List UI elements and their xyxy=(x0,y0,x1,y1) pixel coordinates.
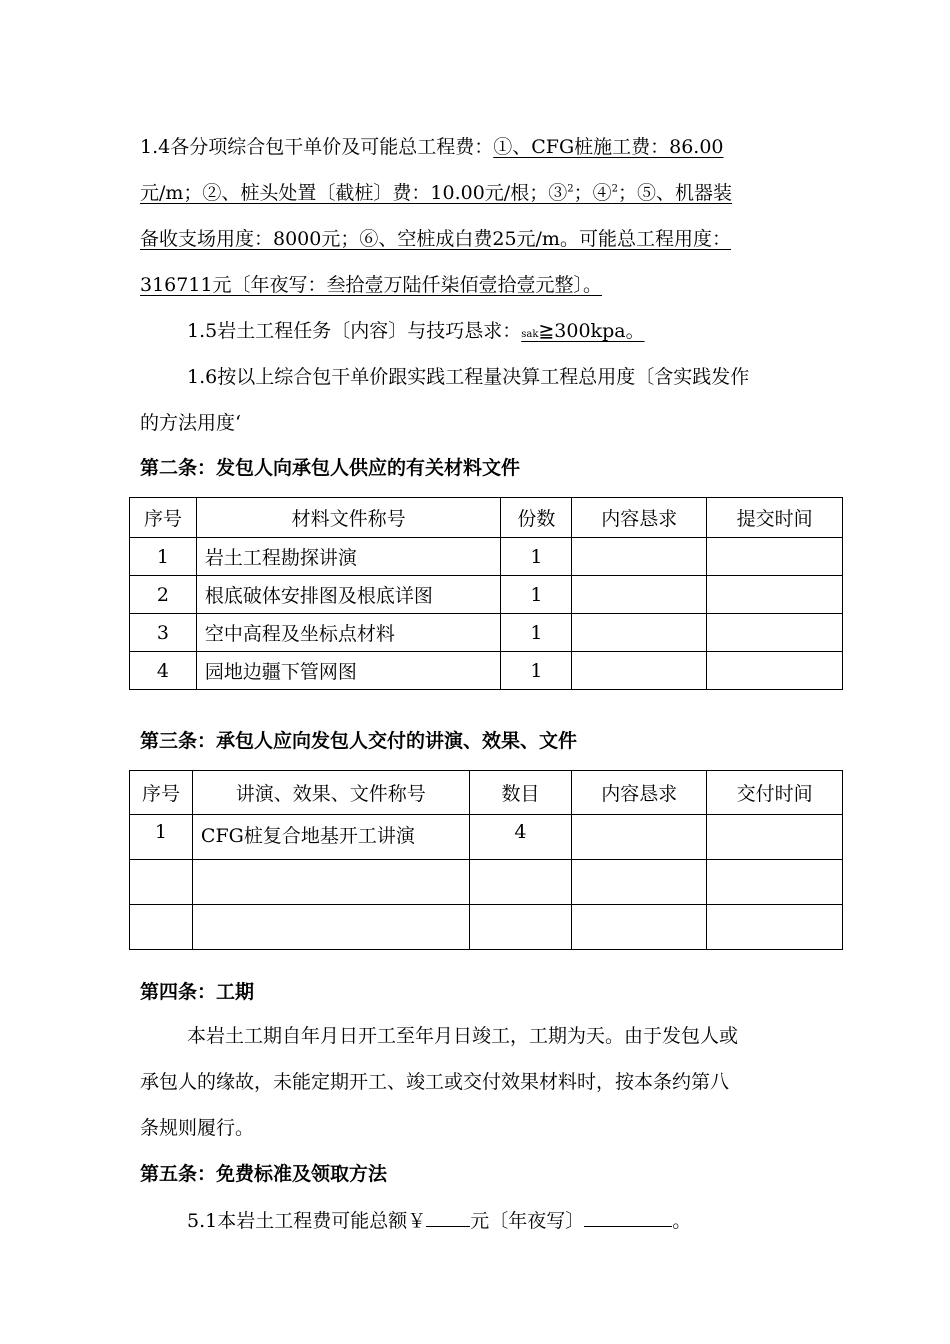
para-5-1 xyxy=(187,1206,691,1235)
para-1-5-prefix: 1.5岩土工程任务〔内容〕与技巧恳求： xyxy=(187,320,522,342)
para-1-4-item-5: ；⑤、机器装 xyxy=(617,182,732,204)
table-row xyxy=(130,860,843,905)
header-cell: 份数 xyxy=(501,498,572,538)
table-cell xyxy=(469,905,572,950)
article-3-heading: 第三条：承包人应向发包人交付的讲演、效果、文件 xyxy=(140,730,578,752)
table-cell xyxy=(572,905,707,950)
table-cell xyxy=(572,860,707,905)
para-1-4-item-4: ；④ xyxy=(573,182,612,204)
table-row xyxy=(130,614,843,652)
table-cell: 2 xyxy=(130,576,197,614)
para-1-6-line-2: 的方法用度‘ xyxy=(140,412,242,434)
table-row xyxy=(130,905,843,950)
table-header-row xyxy=(130,498,843,538)
table-cell: 1 xyxy=(501,652,572,690)
table-cell: 1 xyxy=(130,538,197,576)
table-cell: 园地边疆下管网图 xyxy=(196,652,501,690)
table-cell: 3 xyxy=(130,614,197,652)
superscript-2a: 2 xyxy=(567,183,574,195)
table-cell xyxy=(469,860,572,905)
para-1-4-line-1 xyxy=(140,133,724,161)
header-cell: 讲演、效果、文件称号 xyxy=(192,771,469,815)
article-4-heading: 第四条：工期 xyxy=(140,981,255,1003)
article-3-table xyxy=(129,770,843,950)
table-cell: 1 xyxy=(501,614,572,652)
table-header-row xyxy=(130,771,843,815)
table-cell xyxy=(707,860,843,905)
table-cell xyxy=(572,576,707,614)
para-1-5-value: ≧300kpa。 xyxy=(538,320,645,342)
table-cell: 4 xyxy=(130,652,197,690)
article-4-line-3: 条规则履行。 xyxy=(140,1117,255,1139)
header-cell: 内容恳求 xyxy=(572,771,707,815)
table-cell xyxy=(130,860,193,905)
table-cell xyxy=(707,614,843,652)
table-row xyxy=(130,652,843,690)
article-4-line-2: 承包人的缘故，未能定期开工、竣工或交付效果材料时，按本条约第八 xyxy=(140,1071,730,1093)
article-4-line-1: 本岩土工期自年月日开工至年月日竣工，工期为天。由于发包人或 xyxy=(187,1025,739,1047)
article-5-heading: 第五条：免费标准及领取方法 xyxy=(140,1163,388,1185)
para-1-4-line-2-text: 元/m；②、桩头处置〔截桩〕费：10.00元/根；③ xyxy=(140,182,568,204)
article-2-heading: 第二条：发包人向承包人供应的有关材料文件 xyxy=(140,457,521,479)
amount-words-blank xyxy=(584,1206,672,1227)
para-1-4-line-4: 316711元〔年夜写：叁拾壹万陆仟柒佰壹拾壹元整〕。 xyxy=(140,274,603,296)
table-cell xyxy=(130,905,193,950)
para-5-1-middle: 元〔年夜写〕 xyxy=(470,1210,585,1232)
table-cell: 1 xyxy=(501,538,572,576)
header-cell: 数目 xyxy=(469,771,572,815)
table-cell xyxy=(707,538,843,576)
table-cell xyxy=(192,860,469,905)
table-cell xyxy=(572,652,707,690)
para-5-1-prefix: 5.1本岩土工程费可能总额￥ xyxy=(187,1210,427,1232)
para-1-4-line-2 xyxy=(140,179,732,207)
table-cell xyxy=(707,905,843,950)
table-cell: 1 xyxy=(130,815,193,860)
table-cell: 根底破体安排图及根底详图 xyxy=(196,576,501,614)
header-cell: 内容恳求 xyxy=(572,498,707,538)
table-cell xyxy=(707,576,843,614)
table-cell xyxy=(192,905,469,950)
table-cell xyxy=(572,538,707,576)
table-cell: 4 xyxy=(469,815,572,860)
table-row xyxy=(130,538,843,576)
header-cell: 交付时间 xyxy=(707,771,843,815)
header-cell: 提交时间 xyxy=(707,498,843,538)
table-row xyxy=(130,576,843,614)
table-cell xyxy=(572,815,707,860)
table-cell xyxy=(707,815,843,860)
article-2-table xyxy=(129,497,843,690)
para-1-5-requirement xyxy=(521,320,644,342)
table-row xyxy=(130,815,843,860)
header-cell: 材料文件称号 xyxy=(196,498,501,538)
table-cell xyxy=(572,614,707,652)
amount-blank xyxy=(426,1206,470,1227)
table-cell xyxy=(707,652,843,690)
para-5-1-suffix: 。 xyxy=(672,1210,692,1232)
table-cell: CFG桩复合地基开工讲演 xyxy=(192,815,469,860)
superscript-2b: 2 xyxy=(611,183,618,195)
para-1-6-line-1: 1.6按以上综合包干单价跟实践工程量决算工程总用度〔含实践发作 xyxy=(187,366,750,388)
header-cell: 序号 xyxy=(130,498,197,538)
sak-subscript: sak xyxy=(521,329,539,340)
para-1-5 xyxy=(187,317,645,349)
table-cell: 岩土工程勘探讲演 xyxy=(196,538,501,576)
para-1-4-prefix: 1.4各分项综合包干单价及可能总工程费： xyxy=(140,136,494,158)
para-1-4-line-3: 备收支场用度：8000元；⑥、空桩成白费25元/m。可能总工程用度： xyxy=(140,228,731,250)
header-cell: 序号 xyxy=(130,771,193,815)
table-cell: 1 xyxy=(501,576,572,614)
table-cell: 空中高程及坐标点材料 xyxy=(196,614,501,652)
para-1-4-cfg-fee: ①、CFG桩施工费：86.00 xyxy=(493,136,724,158)
